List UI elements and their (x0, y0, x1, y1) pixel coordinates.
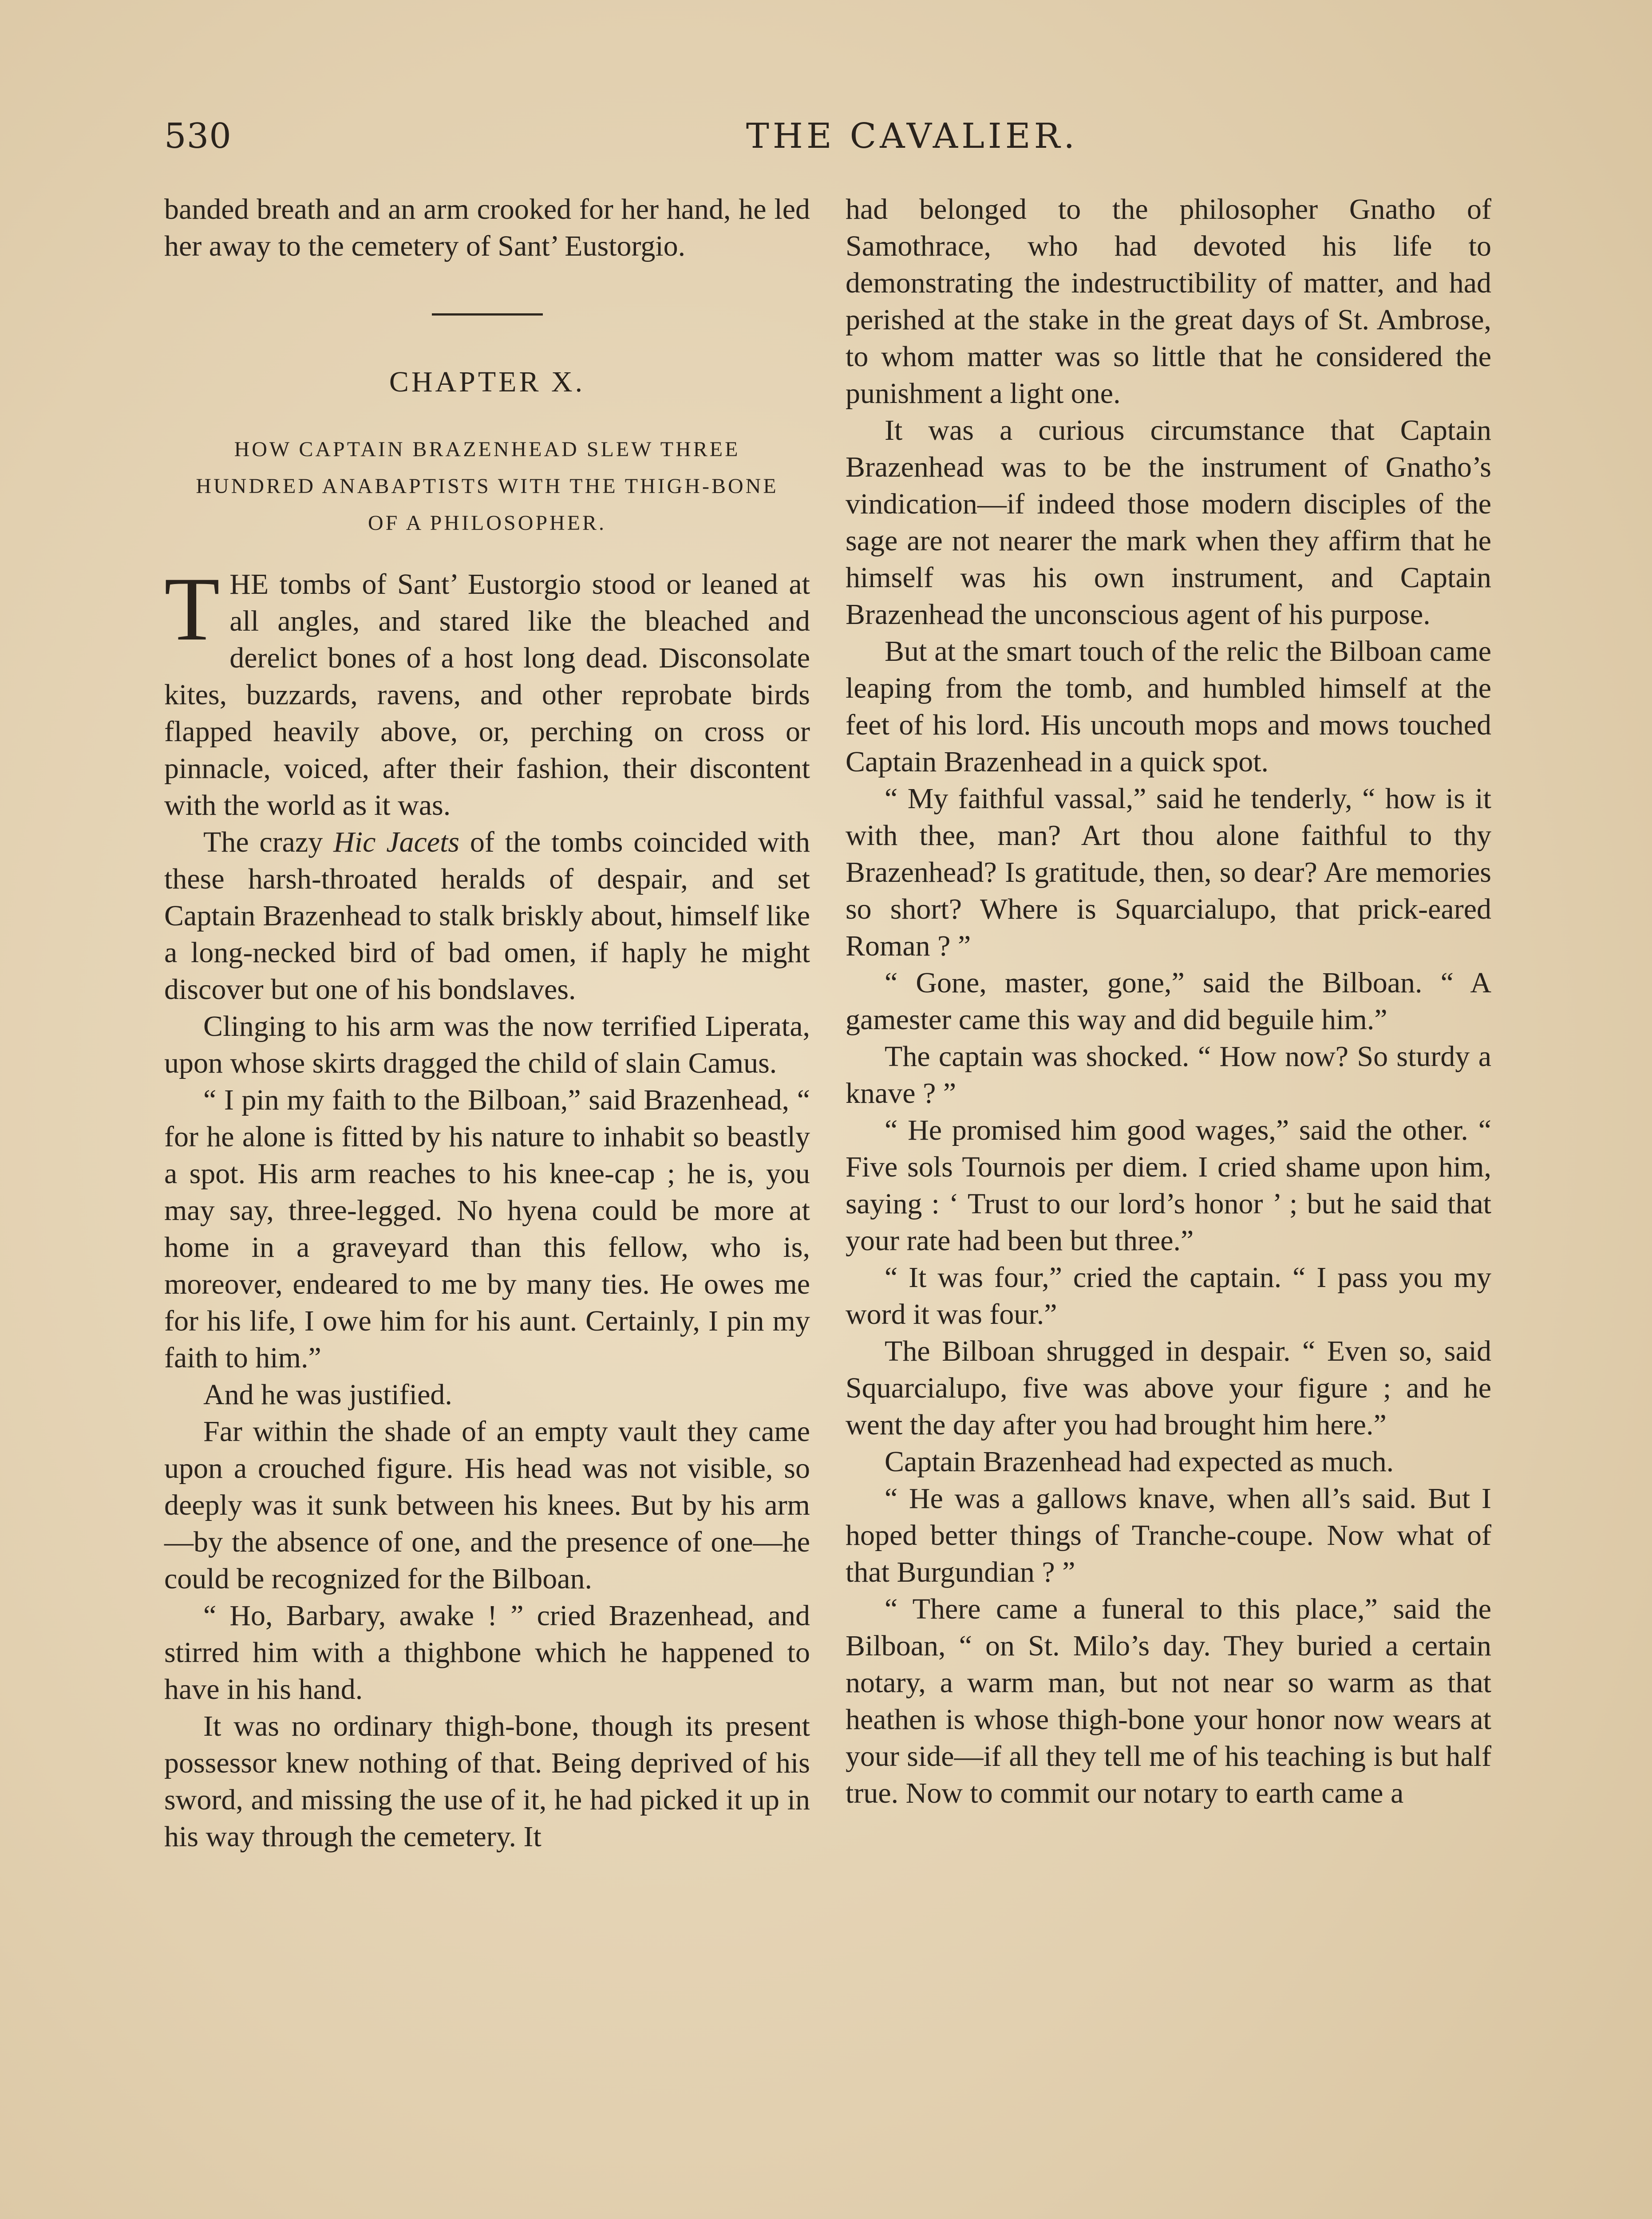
page-header (164, 116, 1491, 165)
paragraph: “ There came a funeral to this place,” said the Bilboan, “ on St. Milo’s day. They buried a certain notary, a warm man, but not near so warm as that heathen is whose thigh-bone your honor now wears at your side—if all they tell me of his teaching is but half true. Now to commit our notary to earth came a (846, 1593, 1491, 1809)
chapter-subtitle: HOW CAPTAIN BRAZENHEAD SLEW THREE HUNDRED ANABAPTISTS WITH THE THIGH-BONE OF A PHILOSOPHER. (196, 438, 779, 535)
paragraph: “ He promised him good wages,” said the other. “ Five sols Tournois per diem. I cried shame upon him, saying : ‘ Trust to our lord’s honor ’ ; but he said that your rate had been but three.” (846, 1114, 1491, 1257)
first-paragraph (164, 559, 810, 824)
paragraph: Captain Brazenhead had expected as much. (885, 1445, 1394, 1478)
paragraph: banded breath and an arm crooked for her hand, he led her away to the cemetery of Sant’ Eustorgio. (164, 193, 810, 262)
paragraph: Clinging to his arm was the now terrified Liperata, upon whose skirts dragged the child of slain Camus. (164, 1010, 810, 1079)
paragraph-text: The crazy (203, 826, 334, 858)
paragraph: And he was justified. (203, 1378, 452, 1411)
paragraph: “ My faithful vassal,” said he tenderly, “ how is it with thee, man? Art thou alone faithful to thy Brazenhead? Is gratitude, then, so dear? Are memories so short? Where is Squarcialupo, that prick-eared Roman ? ” (846, 782, 1491, 962)
paragraph: “ It was four,” cried the captain. “ I pass you my word it was four.” (846, 1261, 1491, 1331)
running-title: THE CAVALIER. (746, 116, 1079, 156)
paragraph: It was a curious circumstance that Captain Brazenhead was to be the instrument of Gnatho’s vindication—if indeed those modern disciples of the sage are not nearer the mark when they affirm that he himself was his own instrument, and Captain Brazenhead the unconscious agent of his purpose. (846, 414, 1491, 631)
paragraph: Far within the shade of an empty vault they came upon a crouched figure. His head was not visible, so deeply was it sunk between his knees. But by his arm—by the absence of one, and the presence of one—he could be recognized for the Bilboan. (164, 1415, 810, 1595)
paragraph: The Bilboan shrugged in despair. “ Even so, said Squarcialupo, five was above your figure ; and he went the day after you had brought him here.” (846, 1335, 1491, 1441)
first-paragraph-text: HE tombs of Sant’ Eustorgio stood or leaned at all angles, and stared like the bleached and derelict bones of a host long dead. Disconsolate kites, buzzards, ravens, and other reprobate birds flapped heavily above, or, perching on cross or pinnacle, voiced, after their fashion, their discontent with the world as it was. (164, 568, 810, 821)
italic-text: Hic Jacets (333, 826, 460, 858)
chapter-title: CHAPTER X. (389, 366, 585, 398)
paragraph: had belonged to the philosopher Gnatho of Samothrace, who had devoted his life to demonstrating the indestructibility of matter, and had perished at the stake in the great days of St. Ambrose, to whom matter was so little that he considered the punishment a light one. (846, 193, 1491, 410)
paragraph: The captain was shocked. “ How now? So sturdy a knave ? ” (846, 1040, 1491, 1110)
paragraph: “ Ho, Barbary, awake ! ” cried Brazenhead, and stirred him with a thighbone which he happened to have in his hand. (164, 1599, 810, 1706)
page-number: 530 (164, 116, 232, 156)
left-column (164, 191, 810, 1855)
drop-cap: T (164, 559, 220, 659)
paragraph: It was no ordinary thigh-bone, though its present possessor knew nothing of that. Being deprived of his sword, and missing the use of it, he had picked it up in his way through the cemetery. It (164, 1710, 810, 1853)
right-column (846, 191, 1491, 1812)
paragraph: But at the smart touch of the relic the Bilboan came leaping from the tomb, and humbled himself at the feet of his lord. His uncouth mops and mows touched Captain Brazenhead in a quick spot. (846, 635, 1491, 778)
paragraph: “ I pin my faith to the Bilboan,” said Brazenhead, “ for he alone is fitted by his nature to inhabit so beastly a spot. His arm reaches to his knee-cap ; he is, you may say, three-legged. No hyena could be more at home in a graveyard than this fellow, who is, moreover, endeared to me by many ties. He owes me for his life, I owe him for his aunt. Certainly, I pin my faith to him.” (164, 1084, 810, 1374)
paragraph: “ Gone, master, gone,” said the Bilboan. “ A gamester came this way and did beguile him.” (846, 967, 1491, 1036)
paragraph (164, 824, 810, 1008)
section-divider (432, 313, 543, 316)
paragraph-text: of the tombs coincided with these harsh-throated heralds of despair, and set Captain Brazenhead to stalk briskly about, himself like a long-necked bird of bad omen, if haply he might discover but one of his bondslaves. (164, 826, 810, 1006)
paragraph: “ He was a gallows knave, when all’s said. But I hoped better things of Tranche-coupe. Now what of that Burgundian ? ” (846, 1482, 1491, 1588)
